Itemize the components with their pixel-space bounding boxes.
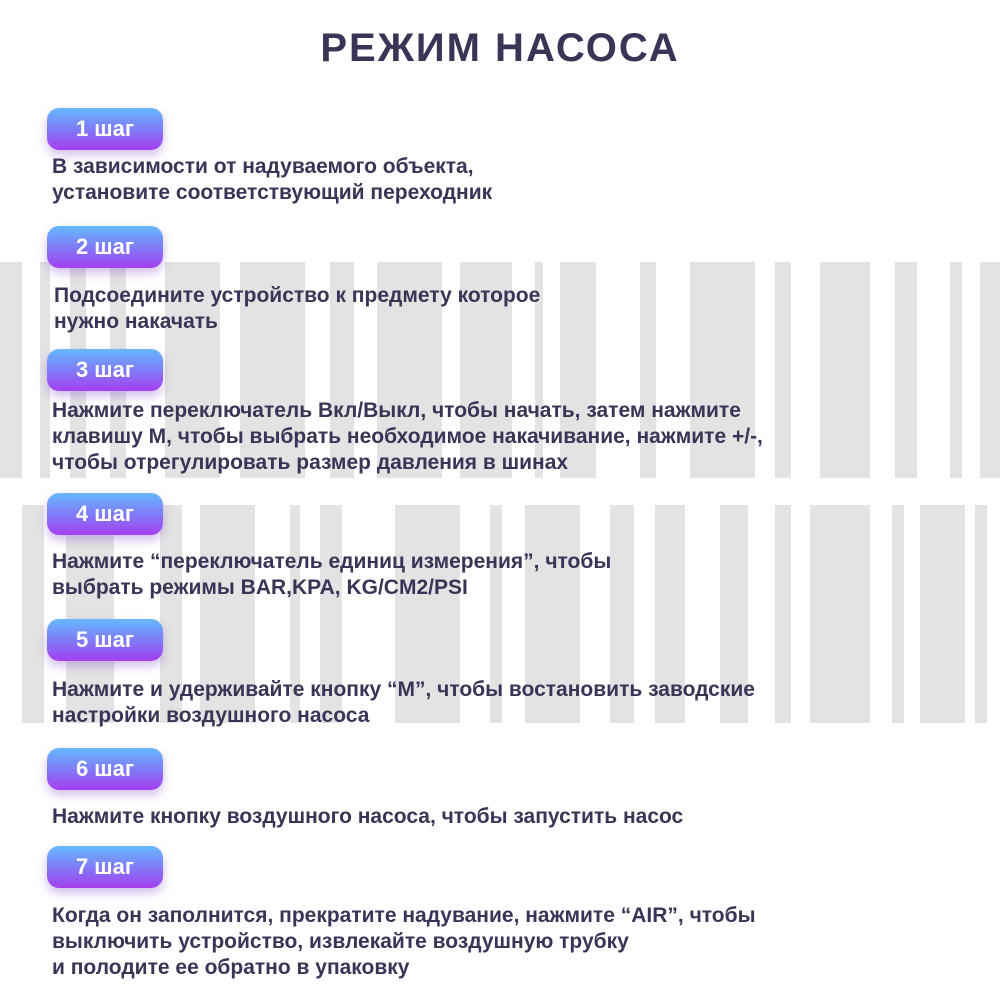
step-text-5 [52, 677, 755, 729]
watermark-bar [775, 505, 791, 723]
step-text-line: чтобы отрегулировать размер давления в шинах [52, 451, 569, 474]
step-text-line: установите соответствующий переходник [52, 181, 493, 204]
watermark-bar [810, 505, 870, 723]
watermark-bar [895, 262, 917, 478]
watermark-bar [950, 262, 962, 478]
watermark-bar [775, 262, 791, 478]
step-text-7 [52, 903, 756, 981]
step-badge-6: 6 шаг [47, 748, 163, 790]
step-badge-3: 3 шаг [47, 349, 163, 391]
step-text-line: настройки воздушного насоса [52, 704, 370, 727]
watermark-bar [0, 262, 22, 478]
step-badge-4: 4 шаг [47, 493, 163, 535]
step-text-line: В зависимости от надуваемого объекта, [52, 155, 474, 178]
step-text-line: Нажмите и удерживайте кнопку “М”, чтобы востановить заводские [52, 678, 755, 701]
step-text-line: выбрать режимы BAR,KPA, KG/CM2/PSI [52, 576, 468, 599]
step-text-4 [52, 549, 611, 601]
step-text-1 [52, 154, 492, 206]
step-badge-1: 1 шаг [47, 108, 163, 150]
step-text-line: Нажмите “переключатель единиц измерения”, чтобы [52, 550, 612, 573]
watermark-bar [820, 262, 870, 478]
watermark-bar [980, 262, 1000, 478]
step-text-line: и полодите ее обратно в упаковку [52, 956, 410, 979]
watermark-bar [920, 505, 965, 723]
step-text-line: Подсоедините устройство к предмету которое [54, 284, 541, 307]
page-title: РЕЖИМ НАСОСА [320, 26, 680, 70]
watermark-bar [975, 505, 987, 723]
step-badge-5: 5 шаг [47, 619, 163, 661]
step-text-6 [52, 804, 683, 830]
step-text-2 [54, 283, 540, 335]
step-badge-2: 2 шаг [47, 226, 163, 268]
step-text-3 [52, 398, 763, 476]
step-text-line: выключить устройство, извлекайте воздушную трубку [52, 930, 629, 953]
step-text-line: клавишу М, чтобы выбрать необходимое накачивание, нажмите +/-, [52, 425, 763, 448]
step-text-line: Нажмите переключатель Вкл/Выкл, чтобы начать, затем нажмите [52, 399, 741, 422]
step-badge-7: 7 шаг [47, 846, 163, 888]
step-text-line: Нажмите кнопку воздушного насоса, чтобы запустить насос [52, 805, 684, 828]
step-text-line: нужно накачать [54, 310, 218, 333]
step-text-line: Когда он заполнится, прекратите надувание, нажмите “AIR”, чтобы [52, 904, 756, 927]
watermark-bar [892, 505, 904, 723]
watermark-bar [22, 505, 44, 723]
